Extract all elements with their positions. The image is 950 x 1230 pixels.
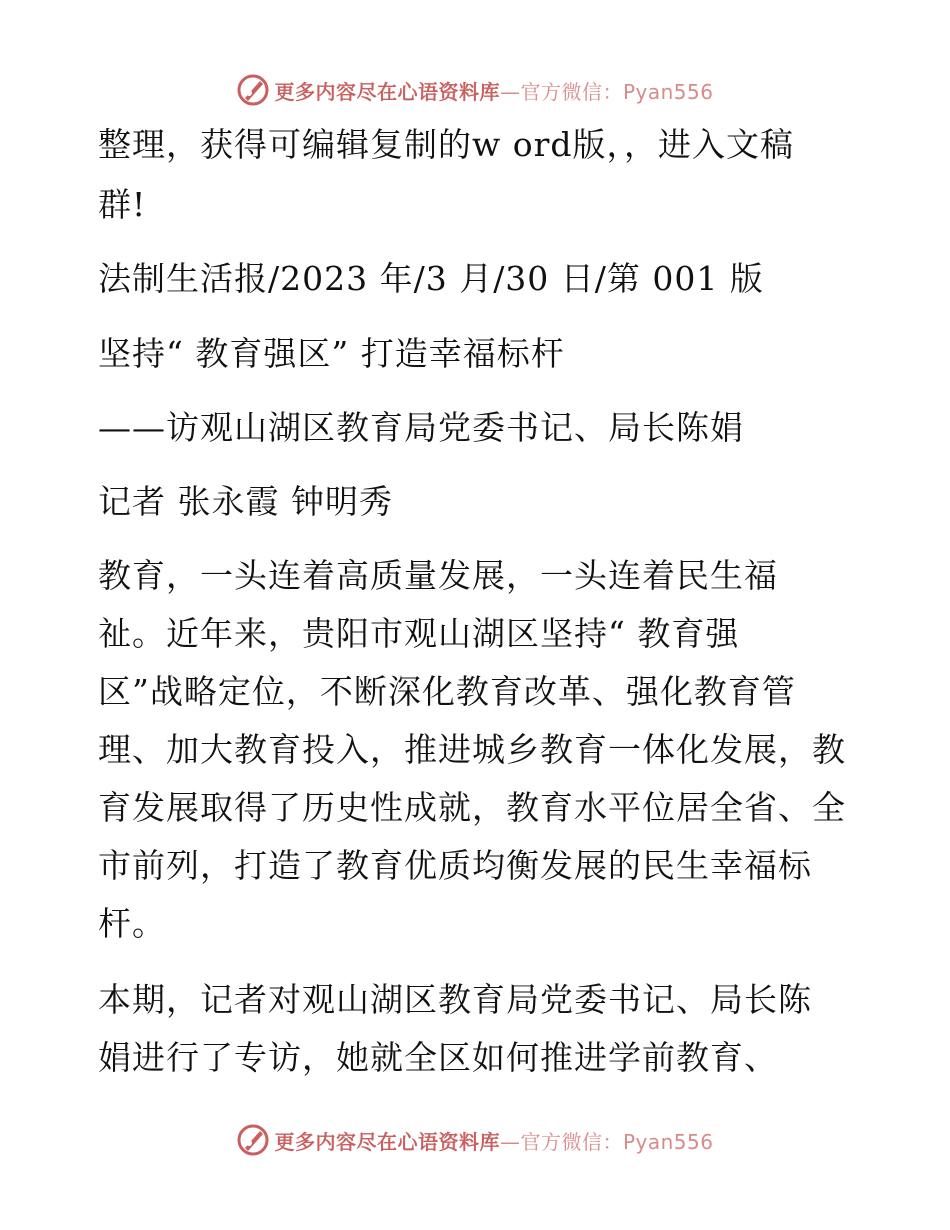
paragraph-1-line-2: 祉。近年来，贵阳市观山湖区坚持“ 教育强 xyxy=(98,614,740,653)
body-line-2: 群! xyxy=(98,185,147,224)
brand-logo-icon xyxy=(236,73,270,107)
footer-watermark xyxy=(0,1120,950,1160)
paragraph-1-line-1: 教育，一头连着高质量发展，一头连着民生福 xyxy=(98,556,778,595)
brand-logo-icon xyxy=(236,1123,270,1157)
article-title: 坚持“ 教育强区” 打造幸福标杆 xyxy=(98,334,565,373)
watermark-text: 更多内容尽在心语资料库—官方微信：Pyan556 xyxy=(274,1129,714,1154)
publication-info: 法制生活报/2023 年/3 月/30 日/第 001 版 xyxy=(98,259,764,298)
paragraph-1-line-4: 理、加大教育投入，推进城乡教育一体化发展，教 xyxy=(98,730,846,769)
article-subtitle: ——访观山湖区教育局党委书记、局长陈娟 xyxy=(98,408,744,447)
header-watermark xyxy=(0,70,950,110)
watermark-text: 更多内容尽在心语资料库—官方微信：Pyan556 xyxy=(274,79,714,104)
byline: 记者 张永霞 钟明秀 xyxy=(98,482,393,521)
paragraph-2-line-1: 本期，记者对观山湖区教育局党委书记、局长陈 xyxy=(98,980,812,1019)
paragraph-2-line-2: 娟进行了专访，她就全区如何推进学前教育、 xyxy=(98,1038,778,1077)
paragraph-1-line-3: 区”战略定位，不断深化教育改革、强化教育管 xyxy=(98,672,796,711)
body-line-1: 整理，获得可编辑复制的w ord版，，进入文稿 xyxy=(98,125,795,164)
paragraph-1-line-7: 杆。 xyxy=(98,904,166,943)
paragraph-1-line-6: 市前列，打造了教育优质均衡发展的民生幸福标 xyxy=(98,846,812,885)
paragraph-1-line-5: 育发展取得了历史性成就，教育水平位居全省、全 xyxy=(98,788,846,827)
